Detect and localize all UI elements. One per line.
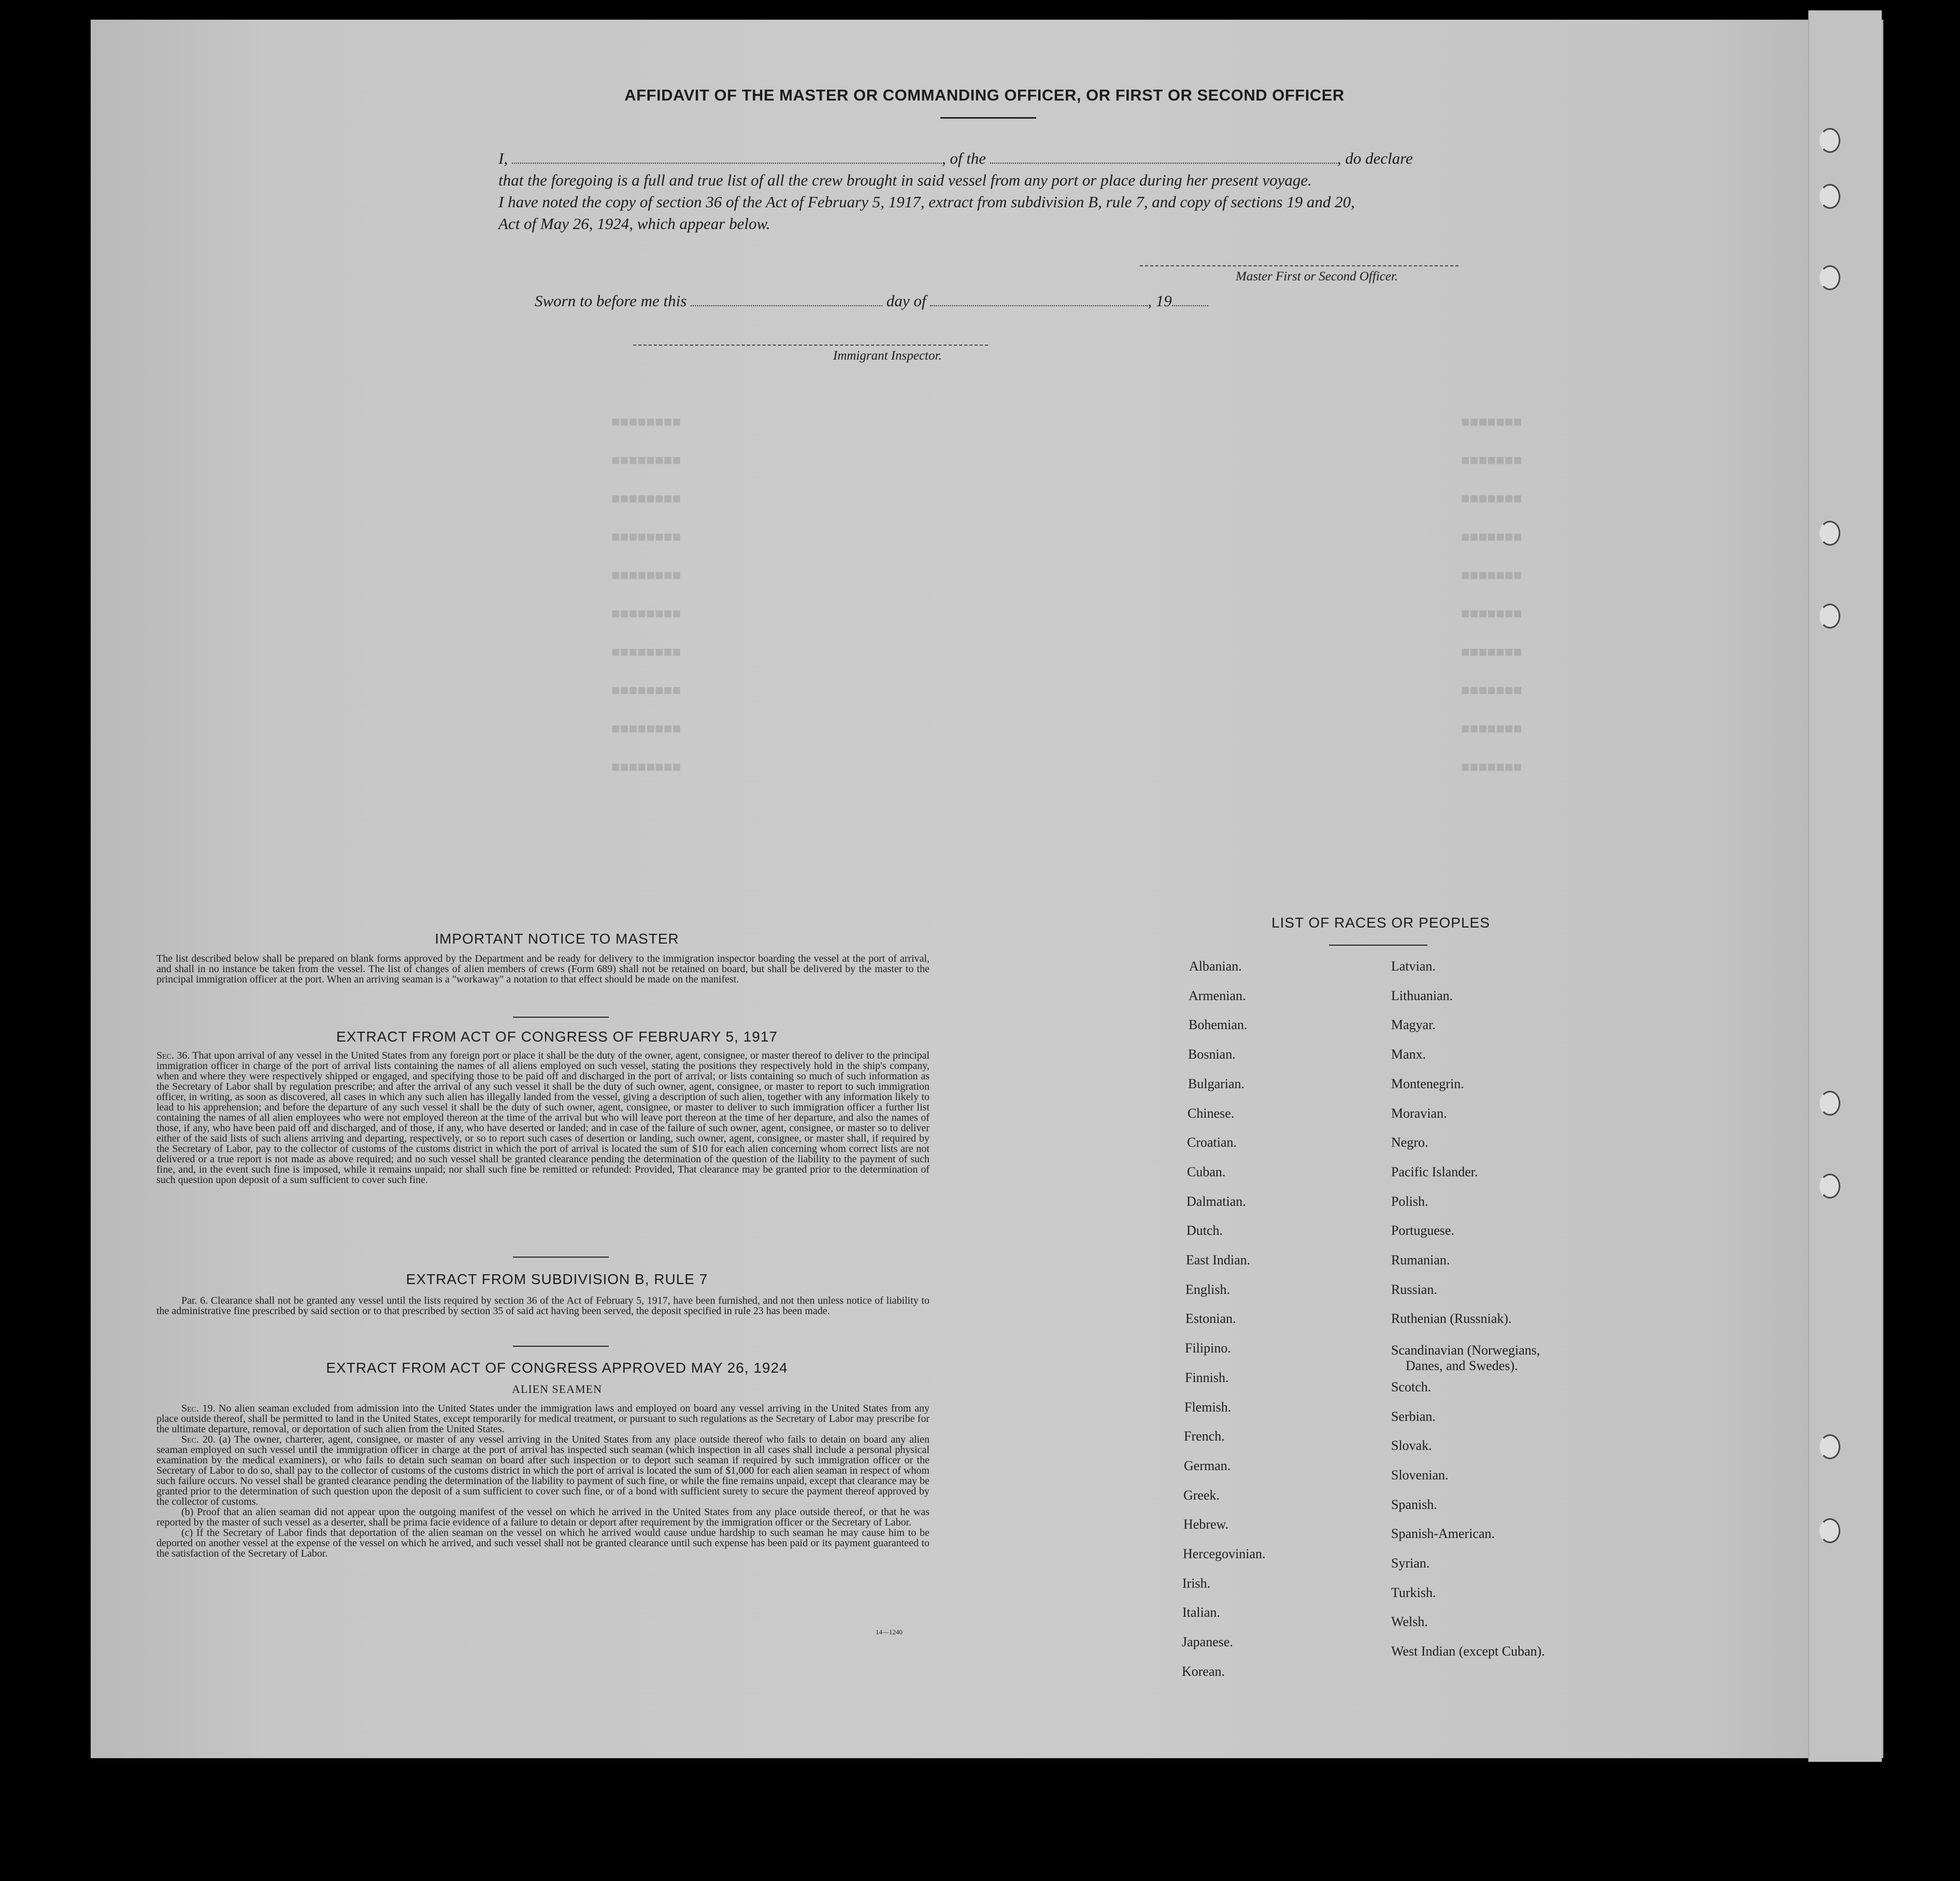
punch-hole <box>1820 1091 1840 1116</box>
race-item: French. <box>1184 1429 1225 1444</box>
race-item: Hercegovinian. <box>1183 1546 1266 1561</box>
sec-20b-text: (b) Proof that an alien seaman did not appear upon the outgoing manifest of the vessel on which he arrived in the United States from any place outside thereof, or that he was reported by the master of such vessel as a deserter, shall be prima facie evidence of a failure to detain or deport after requirement by the immigration officer or the Secretary of Labor. <box>156 1506 929 1528</box>
race-item: Syrian. <box>1391 1556 1430 1571</box>
extract-1917-text <box>156 1050 929 1185</box>
race-item: Dalmatian. <box>1186 1194 1246 1209</box>
affidavit-declare-label: , do declare <box>1337 149 1413 167</box>
race-item: Italian. <box>1182 1605 1220 1620</box>
race-item: Korean. <box>1182 1664 1225 1679</box>
affidavit-i-label: I, <box>498 149 508 167</box>
race-item: Irish. <box>1182 1576 1211 1591</box>
race-item: Spanish-American. <box>1391 1526 1495 1541</box>
sworn-month-field[interactable] <box>930 305 1148 306</box>
affidavit-of-label: , of the <box>941 149 986 167</box>
race-item: Serbian. <box>1391 1409 1436 1424</box>
race-item: West Indian (except Cuban). <box>1391 1644 1545 1659</box>
sec-19-text: No alien seaman excluded from admission into the United States under the immigration laws and employed on board any vessel arriving in the United States from any place outside thereof, shall be permitted to land in the United States, except temporarily for medical treatment, or pursuant to such regulations as the Secretary of Labor may prescribe for the ultimate departure, removal, or deportation of such alien from the United States. <box>156 1403 929 1435</box>
sec-20a-text: (a) The owner, charterer, agent, consignee, or master of any vessel arriving in the United States from any place outside thereof who fails to detain on board any alien seaman employed on such vessel until the immigration officer in charge at the port of arrival has inspected such seaman (which inspection in all cases shall include a personal physical examination by the medical examiners), or who fails to detain such seaman on board after such inspection or to deport such seaman if required by such immigration officer or the Secretary of Labor to do so, shall pay to the collector of customs of the customs district in which the port of arrival is located the sum of $1,000 for each alien seaman in respect of whom such failure occurs. No vessel shall be granted clearance pending the determination of the liability to payment of such fine, or while the fine remains unpaid, except that clearance may be granted prior to the determination of such question upon the deposit of a sum sufficient to cover such fine, or of a bond with sufficient surety to secure the payment thereof approved by the collector of customs. <box>156 1434 929 1507</box>
race-item: Hebrew. <box>1183 1517 1229 1532</box>
race-item: Scandinavian (Norwegians, <box>1391 1343 1540 1358</box>
race-item: Flemish. <box>1184 1400 1232 1415</box>
race-item: Finnish. <box>1185 1370 1229 1385</box>
races-divider <box>1329 945 1427 946</box>
affidavit-line-1 <box>498 148 1483 169</box>
race-item: Magyar. <box>1391 1017 1436 1032</box>
alien-seamen-subtitle: ALIEN SEAMEN <box>512 1383 602 1395</box>
race-item: Slovenian. <box>1391 1467 1449 1483</box>
race-item: Albanian. <box>1189 959 1242 974</box>
race-item: Lithuanian. <box>1391 988 1453 1003</box>
sec-20c-text: (c) If the Secretary of Labor finds that deportation of the alien seaman on the vessel on which he arrived would cause undue hardship to such seaman he may cause him to be deported on another vessel at the expense of the vessel on which he arrived, and such vessel shall not be granted clearance until such expense has been paid or its payment guaranteed to the satisfaction of the Secretary of Labor. <box>156 1527 929 1559</box>
punch-hole <box>1820 128 1840 153</box>
notice-text: The list described below shall be prepared on blank forms approved by the Department and be ready for delivery to the immigration inspector boarding the vessel at the port of arrival, and shall in no instance be taken from the vessel. The list of changes of alien members of crews (Form 689) shall not be retained on board, but shall be delivered by the master to the principal immigration officer at the port. When an arriving seaman is a "workaway" a notation to that effect should be made on the manifest. <box>156 953 929 985</box>
race-item: Rumanian. <box>1391 1252 1450 1267</box>
extract-1917-title: EXTRACT FROM ACT OF CONGRESS OF FEBRUARY 5, 1917 <box>336 1029 778 1045</box>
race-item: Manx. <box>1391 1047 1426 1062</box>
punch-hole <box>1820 1518 1840 1543</box>
race-item: German. <box>1184 1458 1231 1473</box>
race-item: Welsh. <box>1391 1614 1428 1629</box>
sec-19-label: Sec. 19. <box>181 1403 216 1414</box>
bleed-through-column: ■■■■■■■ ■■■■■■■ ■■■■■■■ ■■■■■■■ ■■■■■■■ ■■■■■■■ ■■■■■■■ ■■■■■■■ ■■■■■■■ ■■■■■■■ <box>1461 415 1522 776</box>
bleed-through-column: ■■■■■■■■ ■■■■■■■■ ■■■■■■■■ ■■■■■■■■ ■■■■■■■■ ■■■■■■■■ ■■■■■■■■ ■■■■■■■■ ■■■■■■■■ ■■■■■■■■ <box>611 415 681 776</box>
extract-rule7-title: EXTRACT FROM SUBDIVISION B, RULE 7 <box>406 1271 708 1287</box>
race-item: Portuguese. <box>1391 1223 1455 1238</box>
sec-19-paragraph <box>156 1403 929 1434</box>
extract-1924-text <box>156 1403 929 1559</box>
race-item: Bulgarian. <box>1188 1076 1245 1091</box>
race-item: Bohemian. <box>1189 1017 1248 1032</box>
extract-1924-title: EXTRACT FROM ACT OF CONGRESS APPROVED MAY 26, 1924 <box>326 1360 788 1376</box>
sworn-line <box>535 290 1519 312</box>
punch-hole <box>1820 1174 1840 1199</box>
inspector-signature-label: Immigrant Inspector. <box>833 349 942 363</box>
sec-20-label: Sec. 20. <box>181 1434 216 1445</box>
sec-36-label: Sec. 36. <box>156 1050 190 1061</box>
punch-hole <box>1820 184 1840 209</box>
race-item: Slovak. <box>1391 1438 1432 1453</box>
race-item: English. <box>1185 1282 1230 1297</box>
race-item: Cuban. <box>1187 1164 1226 1179</box>
affidavit-body <box>498 148 1483 235</box>
affidavit-line-4: Act of May 26, 1924, which appear below. <box>498 215 770 233</box>
sworn-date-field[interactable] <box>691 305 882 306</box>
race-item: East Indian. <box>1186 1252 1251 1267</box>
sec-20a-paragraph <box>156 1434 929 1507</box>
divider <box>513 1346 609 1347</box>
notice-title: IMPORTANT NOTICE TO MASTER <box>435 931 679 947</box>
race-item: Japanese. <box>1182 1634 1233 1649</box>
race-item: Scotch. <box>1391 1379 1432 1394</box>
punch-hole <box>1820 604 1840 629</box>
sworn-year-field[interactable] <box>1172 305 1208 306</box>
race-item: Dutch. <box>1186 1223 1223 1238</box>
race-item: Chinese. <box>1188 1106 1235 1121</box>
sworn-day-label: day of <box>886 292 926 310</box>
officer-name-field[interactable] <box>512 163 942 164</box>
sec-36-text: That upon arrival of any vessel in the United States from any foreign port or place it shall be the duty of the owner, agent, consignee, or master thereof to deliver to the principal immigration officer in charge of the port of arrival lists containing the names of all aliens employed on such vessel, stating the positions they respectively hold in the ship's company, when and where they were respectively shipped or engaged, and specifying those to be paid off and discharged in the port of arrival; or lists containing so much of such information as the Secretary of Labor shall by regulation prescribe; and after the arrival of any such vessel it shall be the duty of such owner, agent, consignee, or master to report to such immigration officer, in writing, as soon as discovered, all cases in which any such alien has illegally landed from the vessel, giving a description of such alien, together with any information likely to lead to his apprehension; and before the departure of any such vessel it shall be the duty of such owner, agent, consignee, or master to deliver to such immigration officer a further list containing the names of all alien employees who were not employed thereon at the time of the arrival but who will leave port thereon at the time of her departure, and also the names of those, if any, who have been paid off and discharged, and of those, if any, who have deserted or landed; and in case of the failure of such owner, agent, consignee, or master so to deliver either of the said lists of such aliens arriving and departing, respectively, or so to report such cases of desertion or landing, such owner, agent, consignee, or master shall, if required by the Secretary of Labor, pay to the collector of customs of the customs district in which the port of arrival is located the sum of $10 for each alien concerning whom correct lists are not delivered or a true report is not made as above required; and no such vessel shall be granted clearance pending the determination of the question of the liability to the payment of such fine, and, in the event such fine is imposed, while it remains unpaid; nor shall such fine be remitted or refunded: Provided, That clearance may be granted prior to the determination of such question upon deposit of a sum sufficient to cover such fine. <box>156 1050 930 1186</box>
inspector-signature-line[interactable] <box>633 345 988 346</box>
master-signature-label: Master First or Second Officer. <box>1236 269 1398 283</box>
sworn-year-label: , 19 <box>1148 292 1172 310</box>
vessel-name-field[interactable] <box>990 163 1337 164</box>
races-title: LIST OF RACES OR PEOPLES <box>1271 915 1490 931</box>
affidavit-line-3: I have noted the copy of section 36 of the Act of February 5, 1917, extract from subdivision B, rule 7, and copy of sections 19 and 20, <box>498 193 1355 211</box>
race-item: Armenian. <box>1189 988 1246 1003</box>
race-item: Latvian. <box>1391 959 1436 974</box>
race-item: Danes, and Swedes). <box>1406 1358 1518 1373</box>
punch-hole <box>1820 521 1840 546</box>
title-underline <box>940 117 1036 119</box>
page-edge-strip <box>1808 10 1882 1762</box>
race-item: Greek. <box>1183 1488 1220 1503</box>
race-item: Negro. <box>1391 1135 1428 1150</box>
form-number: 14—1240 <box>876 1628 903 1636</box>
race-item: Spanish. <box>1391 1497 1437 1512</box>
master-signature-line[interactable] <box>1140 265 1458 266</box>
race-item: Estonian. <box>1185 1311 1236 1326</box>
race-item: Montenegrin. <box>1391 1076 1464 1091</box>
race-item: Pacific Islander. <box>1391 1164 1478 1179</box>
race-item: Moravian. <box>1391 1106 1447 1121</box>
extract-rule7-text: Par. 6. Clearance shall not be granted any vessel until the lists required by section 36 of the Act of February 5, 1917, have been furnished, and not then unless notice of liability to the administrative fine prescribed by said section or to that prescribed by section 35 of said act having been served, the deposit specified in rule 23 has been made. <box>156 1295 929 1317</box>
race-item: Bosnian. <box>1188 1047 1236 1062</box>
race-item: Filipino. <box>1185 1341 1231 1356</box>
race-item: Ruthenian (Russniak). <box>1391 1311 1512 1326</box>
divider <box>513 1017 609 1018</box>
race-item: Croatian. <box>1187 1135 1237 1150</box>
sworn-prefix: Sworn to before me this <box>535 292 687 310</box>
divider <box>513 1257 609 1258</box>
race-item: Polish. <box>1391 1194 1428 1209</box>
race-item: Russian. <box>1391 1282 1437 1297</box>
punch-hole <box>1820 1434 1840 1459</box>
punch-hole <box>1820 265 1840 290</box>
affidavit-line-2: that the foregoing is a full and true list of all the crew brought in said vessel from any port or place during her present voyage. <box>498 171 1312 189</box>
race-item: Turkish. <box>1391 1585 1436 1600</box>
affidavit-title: AFFIDAVIT OF THE MASTER OR COMMANDING OFFICER, OR FIRST OR SECOND OFFICER <box>624 86 1344 104</box>
